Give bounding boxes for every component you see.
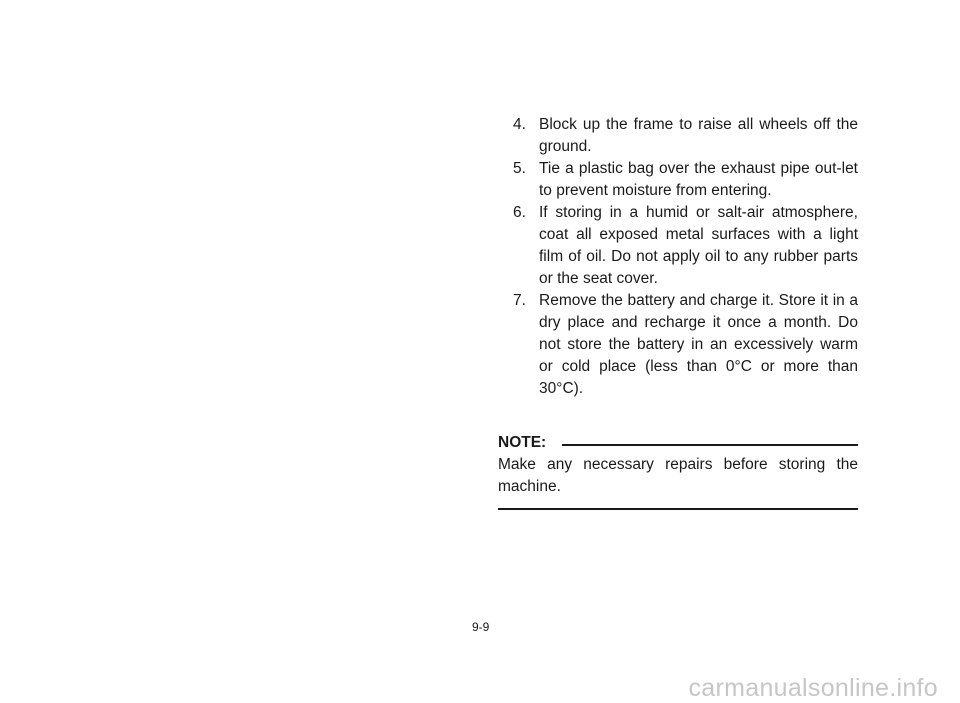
list-item (498, 202, 858, 290)
list-item (498, 290, 858, 400)
note-header (498, 432, 858, 454)
step-number: 6. (513, 204, 526, 221)
note-block (498, 432, 858, 510)
note-bottom-rule (498, 508, 858, 510)
note-label: NOTE: (498, 434, 547, 451)
storage-steps-list (498, 114, 858, 400)
step-number: 7. (513, 292, 526, 309)
page-number: 9-9 (472, 620, 490, 634)
step-number: 4. (513, 116, 526, 133)
watermark: carmanualsonline.info (688, 674, 938, 702)
step-text: Remove the battery and charge it. Store it in a dry place and recharge it once a month. Do not store the battery in an excessively warm or cold place (less than 0°C or more than 30°C). (539, 292, 858, 397)
note-text: Make any necessary repairs before storing the machine. (498, 456, 858, 495)
list-item (498, 158, 858, 202)
step-text: Block up the frame to raise all wheels off the ground. (539, 116, 858, 155)
note-header-rule (562, 444, 858, 446)
content-column (498, 114, 858, 510)
list-item (498, 114, 858, 158)
step-number: 5. (513, 160, 526, 177)
step-text: If storing in a humid or salt-air atmosphere, coat all exposed metal surfaces with a light film of oil. Do not apply oil to any rubber parts or the seat cover. (539, 204, 858, 287)
step-text: Tie a plastic bag over the exhaust pipe out-let to prevent moisture from entering. (539, 160, 858, 199)
